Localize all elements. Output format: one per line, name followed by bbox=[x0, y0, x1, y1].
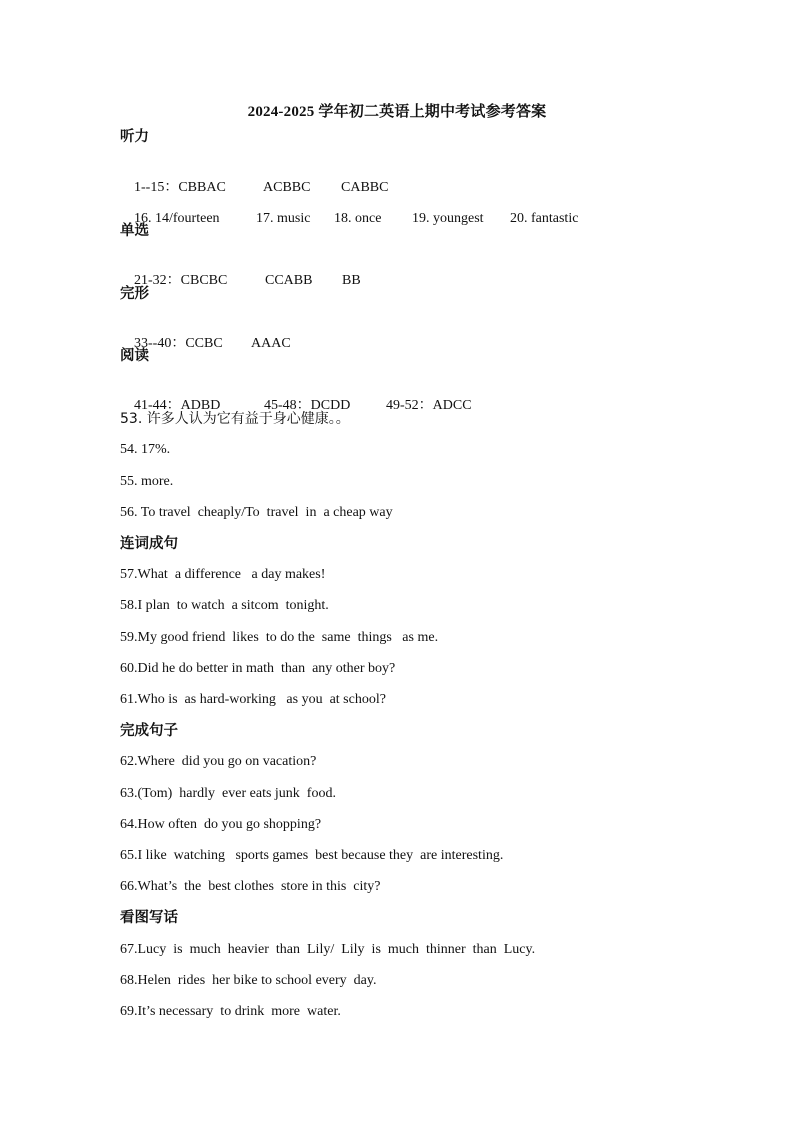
answer-item: 16. 14/fourteen bbox=[134, 211, 220, 226]
section-heading-complete-sentences: 完成句子 bbox=[120, 723, 178, 739]
answer-68: 68.Helen rides her bike to school every day. bbox=[120, 973, 377, 988]
answer-55: 55. more. bbox=[120, 474, 174, 489]
answer-69: 69.It’s necessary to drink more water. bbox=[120, 1004, 341, 1019]
section-heading-cloze: 完形 bbox=[120, 286, 149, 302]
answer-group: 21-32：CBCBC bbox=[134, 273, 228, 288]
answer-group: 33--40：CCBC bbox=[134, 336, 223, 351]
answer-group: 49-52：ADCC bbox=[386, 398, 472, 413]
answer-group: 1--15：CBBAC bbox=[134, 180, 226, 195]
answer-60: 60.Did he do better in math than any other boy? bbox=[120, 661, 396, 676]
section-heading-reading: 阅读 bbox=[120, 348, 149, 364]
answer-item: 20. fantastic bbox=[510, 211, 579, 226]
answer-group: 41-44：ADBD bbox=[134, 398, 221, 413]
answer-group: CCABB bbox=[265, 273, 313, 288]
section-heading-single-choice: 单选 bbox=[120, 223, 149, 239]
document-title: 2024-2025 学年初二英语上期中考试参考答案 bbox=[247, 104, 547, 120]
answer-61: 61.Who is as hard-working as you at school? bbox=[120, 692, 386, 707]
answer-64: 64.How often do you go shopping? bbox=[120, 817, 322, 832]
answer-item: 19. youngest bbox=[412, 211, 484, 226]
answer-item: 18. once bbox=[334, 211, 382, 226]
answer-59: 59.My good friend likes to do the same things as me. bbox=[120, 630, 439, 645]
answer-67: 67.Lucy is much heavier than Lily/ Lily is much thinner than Lucy. bbox=[120, 942, 536, 957]
answer-group: ACBBC bbox=[263, 180, 311, 195]
answer-63: 63.(Tom) hardly ever eats junk food. bbox=[120, 786, 336, 801]
answer-item: 17. music bbox=[256, 211, 311, 226]
section-heading-word-order: 连词成句 bbox=[120, 536, 178, 552]
answer-58: 58.I plan to watch a sitcom tonight. bbox=[120, 598, 329, 613]
answer-56: 56. To travel cheaply/To travel in a cheap way bbox=[120, 505, 393, 520]
section-heading-listening: 听力 bbox=[120, 129, 149, 145]
answer-group: CABBC bbox=[341, 180, 389, 195]
answer-group: AAAC bbox=[251, 336, 291, 351]
answer-group: BB bbox=[342, 273, 361, 288]
section-heading-picture-writing: 看图写话 bbox=[120, 910, 178, 926]
answer-54: 54. 17%. bbox=[120, 442, 171, 457]
answer-65: 65.I like watching sports games best because they are interesting. bbox=[120, 848, 504, 863]
answer-66: 66.What’s the best clothes store in this city? bbox=[120, 879, 381, 894]
answer-line-21-32 bbox=[120, 254, 361, 308]
answer-57: 57.What a difference a day makes! bbox=[120, 567, 326, 582]
answer-53: 53. 许多人认为它有益于身心健康。。 bbox=[120, 411, 350, 427]
answer-line-16-20 bbox=[120, 192, 578, 246]
answer-62: 62.Where did you go on vacation? bbox=[120, 754, 317, 769]
answer-group: 45-48：DCDD bbox=[264, 398, 351, 413]
